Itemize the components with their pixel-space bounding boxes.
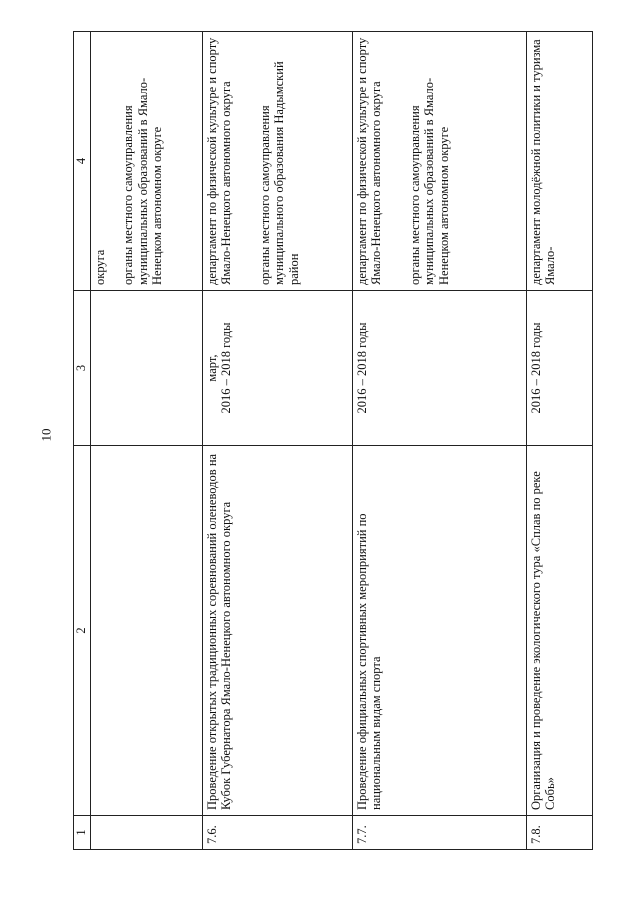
header-cell-4: 4 bbox=[74, 32, 91, 291]
event-cell: Проведение открытых традиционных соревнований оленеводов на Кубок Губернатора Ямало-Ненецкого автономного округа bbox=[203, 446, 353, 816]
table-container bbox=[73, 32, 591, 850]
executors-cell bbox=[527, 32, 593, 291]
period-cell bbox=[91, 291, 203, 446]
executor-text: органы местного самоуправления муниципальных образований в Ямало-Ненецком автономном округе bbox=[121, 77, 165, 285]
header-cell-2: 2 bbox=[74, 446, 91, 816]
page-number: 10 bbox=[38, 428, 54, 442]
executor-text: органы местного самоуправления муниципальных образований в Ямало-Ненецком автономном округе bbox=[407, 77, 451, 285]
event-cell bbox=[91, 446, 203, 816]
row-number-cell bbox=[91, 816, 203, 850]
header-cell-1: 1 bbox=[74, 816, 91, 850]
event-cell: Организация и проведение экологического тура «Сплав по реке Собь» bbox=[527, 446, 593, 816]
table-header-row bbox=[74, 32, 91, 850]
events-table bbox=[73, 31, 593, 850]
table-row bbox=[91, 32, 203, 850]
executor-text: департамент молодёжной политики и туризма Ямало- bbox=[529, 39, 558, 285]
period-line: март, bbox=[205, 354, 219, 382]
row-number-cell: 7.8. bbox=[527, 816, 593, 850]
row-number-cell: 7.7. bbox=[353, 816, 527, 850]
executor-text: департамент по физической культуре и спорту Ямало-Ненецкого автономного округа bbox=[205, 37, 234, 285]
table-row bbox=[353, 32, 527, 850]
event-cell: Проведение официальных спортивных мероприятий по национальным видам спорта bbox=[353, 446, 527, 816]
header-cell-3: 3 bbox=[74, 291, 91, 446]
executors-cell bbox=[203, 32, 353, 291]
executor-text: департамент по физической культуре и спорту Ямало-Ненецкого автономного округа bbox=[355, 37, 384, 285]
period-cell: 2016 – 2018 годы bbox=[353, 291, 527, 446]
executors-cell bbox=[353, 32, 527, 291]
executor-text: округа bbox=[93, 249, 107, 285]
executor-text: органы местного самоуправления муниципального образования Надымский район bbox=[257, 61, 301, 285]
executors-cell bbox=[91, 32, 203, 291]
period-cell: 2016 – 2018 годы bbox=[527, 291, 593, 446]
table-row bbox=[527, 32, 593, 850]
period-line: 2016 – 2018 годы bbox=[219, 322, 234, 414]
table-row bbox=[203, 32, 353, 850]
row-number-cell: 7.6. bbox=[203, 816, 353, 850]
period-cell bbox=[203, 291, 353, 446]
